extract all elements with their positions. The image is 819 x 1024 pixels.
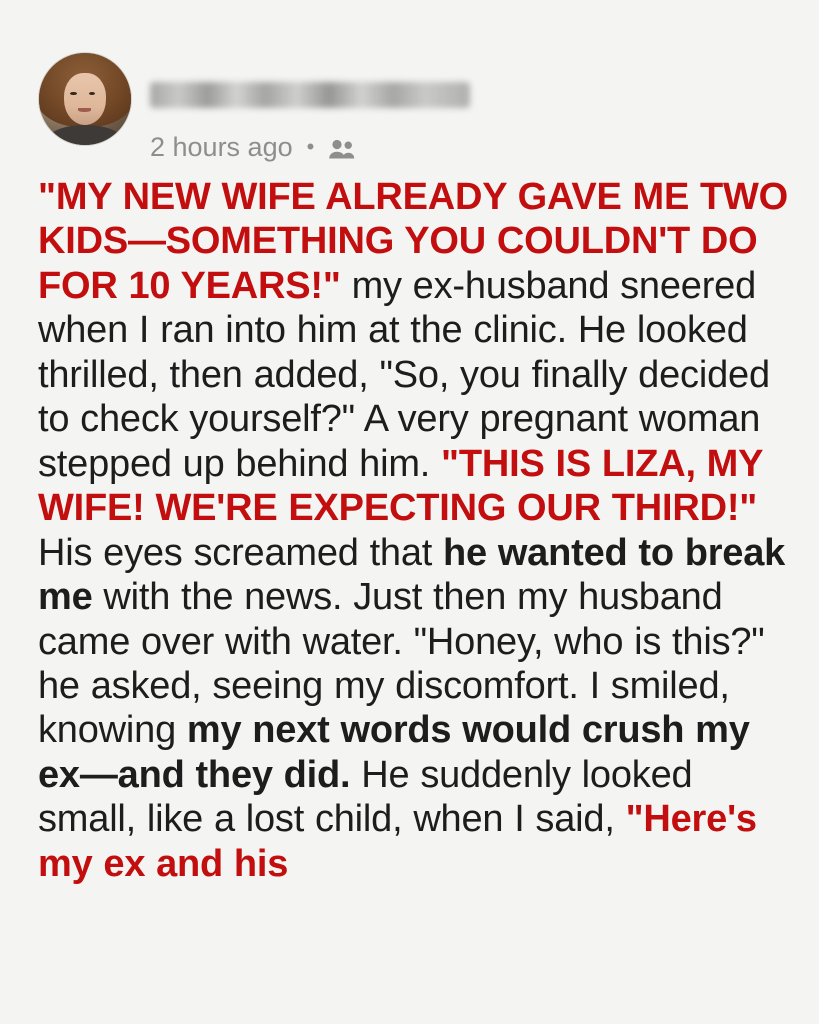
post-text-segment: my ex-husband sneered when I ran into him at the clinic. He looked thrilled, then added, "So, you finally decided to check yourself?" A very pregnant woman stepped up behind him. xyxy=(38,264,770,485)
avatar-mouth xyxy=(78,108,91,112)
author-name-redacted[interactable] xyxy=(150,82,470,108)
post-meta xyxy=(150,134,789,161)
avatar[interactable] xyxy=(38,52,132,146)
post-header-text xyxy=(150,52,789,161)
post-timestamp[interactable]: 2 hours ago xyxy=(150,132,293,162)
avatar-eye-left xyxy=(70,92,76,96)
post-text-segment: he wanted to break me xyxy=(38,531,786,619)
post-text-segment: with the news. Just then my husband came over with water. "Honey, who is this?" he asked, seeing my discomfort. I smiled, knowing xyxy=(38,576,765,752)
post-text-segment: His eyes screamed that xyxy=(38,531,444,574)
meta-separator: • xyxy=(306,133,315,159)
post-text-segment: He suddenly looked small, like a lost child, when I said, xyxy=(38,753,693,841)
post-header xyxy=(38,52,789,161)
post-text-segment: "Here's my ex and his xyxy=(38,798,757,885)
avatar-face xyxy=(64,73,106,125)
friends-icon[interactable] xyxy=(328,138,356,160)
post-text-segment: my next words would crush my ex—and they did. xyxy=(38,709,750,796)
post-text-segment: "THIS IS LIZA, MY WIFE! WE'RE EXPECTING OUR THIRD!" xyxy=(38,442,763,530)
post-text xyxy=(38,175,789,886)
post-body xyxy=(38,175,789,886)
post-text-segment: "MY NEW WIFE ALREADY GAVE ME TWO KIDS—SOMETHING YOU COULDN'T DO FOR 10 YEARS!" xyxy=(38,176,788,307)
